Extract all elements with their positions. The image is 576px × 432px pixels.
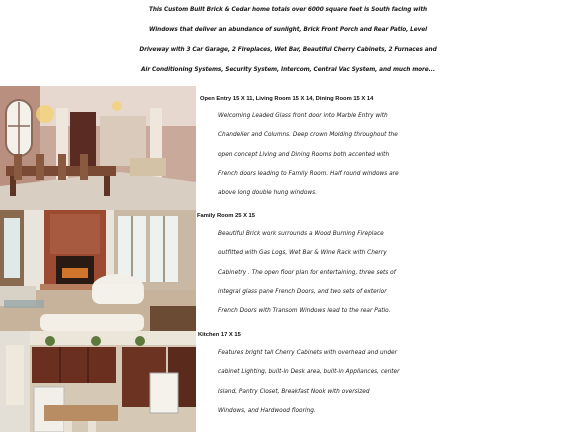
intro-line: Air Conditioning Systems, Security System, Intercom, Central Vac System, and much more...	[141, 67, 435, 73]
description-line: French doors leading to Family Room. Half round windows are	[218, 170, 399, 177]
section-description	[218, 107, 576, 203]
description-line: Windows, and Hardwood flooring.	[218, 407, 316, 414]
intro-line: This Custom Built Brick & Cedar home totals over 6000 square feet is South facing with	[148, 7, 428, 13]
intro-line: Windows that deliver an abundance of sunlight, Brick Front Porch and Rear Patio, Level	[148, 27, 428, 33]
description-line: French Doors with Transom Windows lead to the rear Patio.	[218, 308, 391, 315]
description-line: Chandelier and Columns. Deep crown Molding throughout the	[218, 132, 398, 139]
entry-living-dining-section	[196, 92, 576, 203]
kitchen-section	[196, 328, 576, 421]
intro-paragraph	[0, 0, 576, 80]
family-room-section	[196, 209, 576, 321]
section-description	[218, 344, 576, 421]
section-heading: Open Entry 15 X 11, Living Room 15 X 14, Dining Room 15 X 14	[200, 96, 374, 102]
description-line: Beautiful Brick work surrounds a Wood Burning Fireplace	[218, 231, 384, 237]
section-heading: Family Room 25 X 15	[197, 213, 255, 219]
kitchen-photo	[0, 331, 196, 432]
section-description	[218, 225, 576, 321]
description-line: Welcoming Leaded Glass front door into Marble Entry with	[218, 113, 388, 119]
section-heading: Kitchen 17 X 15	[198, 332, 241, 338]
description-line: outfitted with Gas Logs, Wet Bar & Wine Rack with Cherry	[218, 250, 387, 257]
description-line: Cabinetry . The open floor plan for entertaining, three sets of	[218, 269, 396, 276]
description-line: Features bright tall Cherry Cabinets with overhead and under	[218, 350, 397, 356]
intro-line: Driveway with 3 Car Garage, 2 Fireplaces, Wet Bar, Beautiful Cherry Cabinets, 2 Furnaces and	[139, 47, 437, 53]
dining-room-photo	[0, 86, 196, 210]
description-line: cabinet Lighting, built-in Desk area, built-in Appliances, center	[218, 369, 400, 376]
family-room-photo	[0, 210, 196, 331]
description-line: open concept Living and Dining Rooms both accented with	[218, 151, 390, 158]
description-line: Island, Pantry Closet, Breakfast Nook with oversized	[218, 388, 370, 395]
description-line: integral glass pane French Doors, and two sets of exterior	[218, 288, 387, 295]
description-line: above long double hung windows.	[218, 190, 317, 197]
